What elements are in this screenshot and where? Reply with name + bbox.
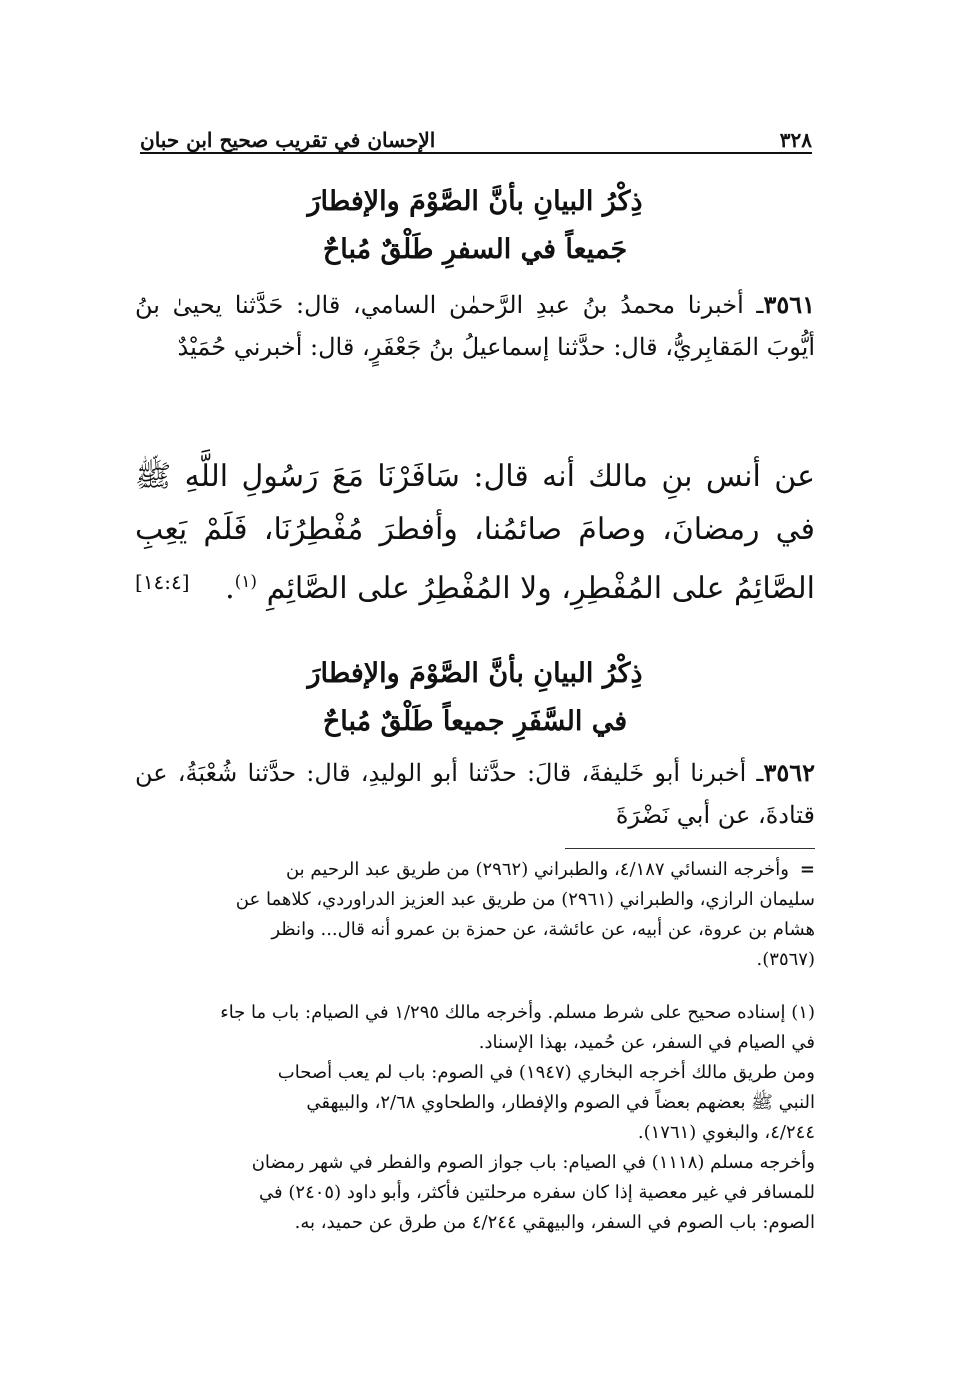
footnote-line: ومن طريق مالك أخرجه البخاري (١٩٤٧) في الصوم: باب لم يعب أصحاب: [277, 1062, 815, 1083]
hadith-3561-matn: [135, 450, 815, 615]
cross-reference: [١٤:٤]: [135, 570, 190, 594]
chapter-heading-1-line-2: جَميعاً في السفرِ طَلْقٌ مُباحٌ: [322, 234, 628, 265]
chapter-heading-2-line-1: ذِكْرُ البيانِ بأنَّ الصَّوْمَ والإفطارَ: [307, 658, 643, 689]
chapter-heading-2: [135, 650, 815, 746]
matn-end: .: [225, 571, 235, 606]
footnote-continuation: [135, 855, 815, 975]
isnad-text: ـ أخبرنا محمدُ بنُ عبدِ الرَّحمٰن السامي، قال: حَدَّثنا يحيىٰ بنُ أيُّوبَ المَقابِريُّ، قال: حدَّثنا إسماعيلُ بنُ جَعْفَرٍ، قال: أخبرني حُمَيْدٌ: [135, 291, 815, 361]
footnote-line: الصوم: باب الصوم في السفر، والبيهقي ٤/٢٤٤ من طرق عن حميد، به.: [294, 1212, 815, 1233]
chapter-heading-2-line-2: في السَّفَرِ جميعاً طَلْقٌ مُباحٌ: [322, 706, 628, 737]
footnote-line: (١) إسناده صحيح على شرط مسلم. وأخرجه مالك ١/٢٩٥ في الصيام: باب ما جاء: [220, 1002, 815, 1023]
footnote-line: ٤/٢٤٤، والبغوي (١٧٦١).: [637, 1122, 815, 1143]
footnote-line: للمسافر في غير معصية إذا كان سفره مرحلتين فأكثر، وأبو داود (٢٤٠٥) في: [259, 1182, 815, 1203]
isnad-text: ـ أخبرنا أبو خَليفةَ، قالَ: حدَّثنا أبو الوليدِ، قال: حدَّثنا شُعْبَةُ، عن قتادةَ، عن أبي نَضْرَةَ: [135, 759, 815, 829]
hadith-3562-isnad: [135, 752, 815, 836]
footnote-separator: [565, 848, 815, 849]
continuation-mark: =: [799, 859, 815, 880]
hadith-3561-isnad: [135, 284, 815, 368]
footnote-line: =وأخرجه النسائي ٤/١٨٧، والطبراني (٢٩٦٢) من طريق عبد الرحيم بن: [135, 855, 815, 885]
footnote-line: هشام بن عروة، عن أبيه، عن عائشة، عن حمزة بن عمرو أنه قال... وانظر: [271, 919, 815, 940]
chapter-heading-1: [135, 178, 815, 274]
hadith-number: ٣٥٦١: [763, 290, 815, 319]
page-header: [140, 118, 812, 152]
footnote-line: في الصيام في السفر، عن حُميد، بهذا الإسناد.: [478, 1032, 815, 1053]
matn-text: عن أنس بنِ مالك أنه قال: سَافَرْنَا مَعَ رَسُولِ اللَّهِ ﷺ في رمضانَ، وصامَ صائمُنا، وأفطرَ مُفْطِرُنَا، فَلَمْ يَعِبِ الصَّائِمُ على المُفْطِرِ، ولا المُفْطِرُ على الصَّائِمِ: [135, 459, 815, 606]
page-number: ٣٢٨: [779, 128, 812, 152]
footnote-marker: (١): [234, 572, 258, 592]
footnote-line: وأخرجه مسلم (١١١٨) في الصيام: باب جواز الصوم والفطر في شهر رمضان: [251, 1152, 815, 1173]
running-title: الإحسان في تقريب صحيح ابن حبان: [140, 128, 436, 152]
footnote-line: النبي ﷺ بعضهم بعضاً في الصوم والإفطار، والطحاوي ٢/٦٨، والبيهقي: [306, 1092, 815, 1113]
footnote-line: (٣٥٦٧).: [756, 949, 815, 970]
hadith-number: ٣٥٦٢: [763, 758, 815, 787]
chapter-heading-1-line-1: ذِكْرُ البيانِ بأنَّ الصَّوْمَ والإفطارَ: [307, 186, 643, 217]
footnote-line: سليمان الرازي، والطبراني (٢٩٦١) من طريق عبد العزيز الدراوردي، كلاهما عن: [235, 889, 815, 910]
header-rule: [140, 152, 812, 154]
footnote-1: [135, 998, 815, 1238]
